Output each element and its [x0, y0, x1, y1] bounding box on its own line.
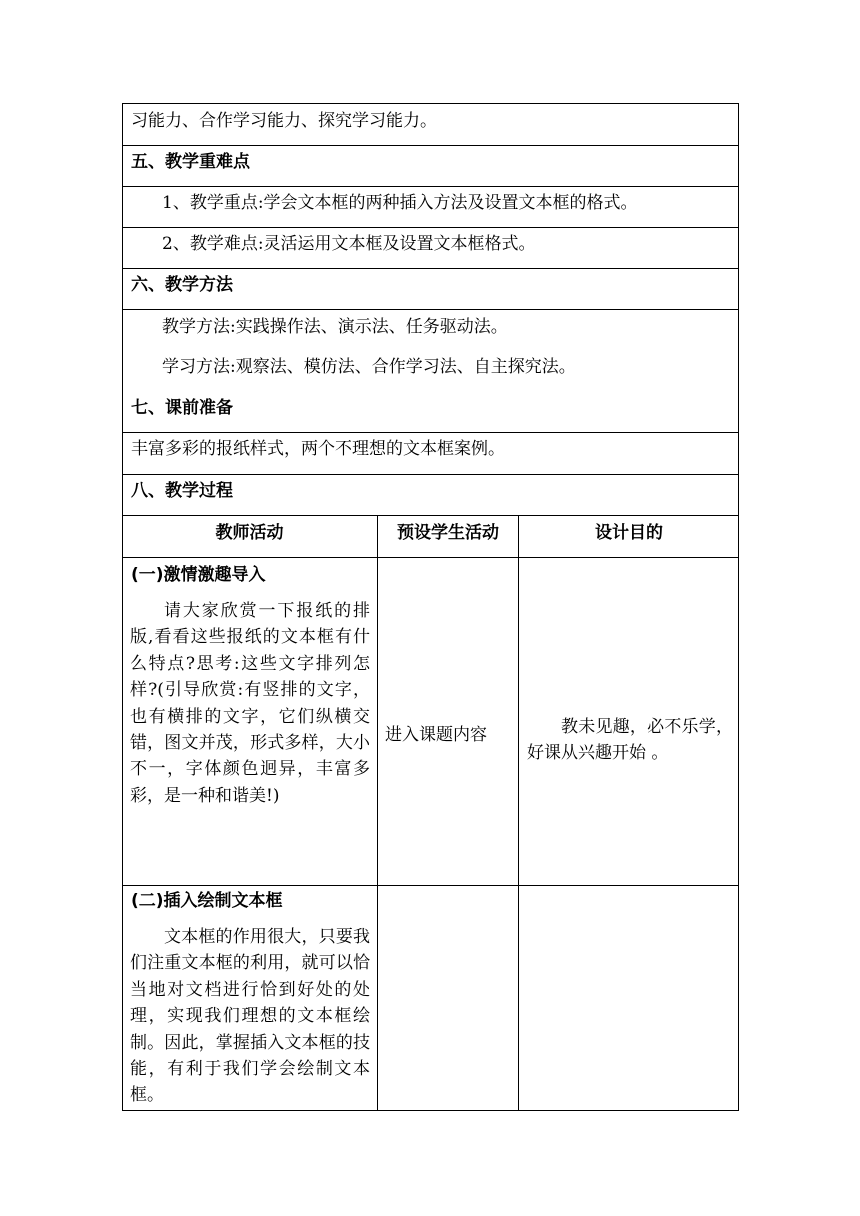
learning-method-text: 学习方法:观察法、模仿法、合作学习法、自主探究法。 [162, 357, 576, 377]
key-point-text: 1、教学重点:学会文本框的两种插入方法及设置文本框的格式。 [162, 193, 638, 213]
rule [122, 186, 739, 187]
step2-teacher-activity: 文本框的作用很大，只要我们注重文本框的利用，就可以恰当地对文档进行恰到好处的处理，实现我们理想的文本框绘制。因此，掌握插入文本框的技能，有利于我们学会绘制文本框。 [130, 927, 370, 1106]
section-heading-difficulties: 五、教学重难点 [131, 152, 250, 172]
rule [122, 515, 739, 516]
step1-design-purpose: 教未见趣，必不乐学，好课从兴趣开始 。 [527, 717, 733, 764]
header-student-activity: 预设学生活动 [397, 523, 499, 543]
step1-title: (一)激情激趣导入 [131, 565, 266, 585]
section-heading-preparation: 七、课前准备 [131, 398, 233, 418]
header-teacher-activity: 教师活动 [215, 523, 284, 543]
rule [122, 432, 739, 433]
section-heading-process: 八、教学过程 [131, 481, 233, 501]
rule [122, 474, 739, 475]
step1-teacher-activity: 请大家欣赏一下报纸的排版,看看这些报纸的文本框有什么特点?思考:这些文字排列怎样?(引导欣赏:有竖排的文字，也有横排的文字，它们纵横交错，图文并茂，形式多样，大小不一，字体颜色迥异，丰富多彩，是一种和谐美!) [130, 601, 370, 806]
preparation-text: 丰富多彩的报纸样式，两个不理想的文本框案例。 [131, 439, 505, 459]
column-divider [518, 515, 519, 1111]
step1-student-activity: 进入课题内容 [385, 725, 487, 745]
column-divider [377, 515, 378, 1111]
rule [122, 557, 739, 558]
section-heading-methods: 六、教学方法 [131, 275, 233, 295]
rule [122, 309, 739, 310]
step2-title: (二)插入绘制文本框 [131, 891, 283, 911]
difficult-point-text: 2、教学难点:灵活运用文本框及设置文本框格式。 [162, 234, 536, 254]
rule [122, 227, 739, 228]
rule [122, 145, 739, 146]
rule [122, 885, 739, 886]
ability-continued-text: 习能力、合作学习能力、探究学习能力。 [131, 111, 437, 131]
header-design-purpose: 设计目的 [595, 523, 663, 543]
teaching-method-text: 教学方法:实践操作法、演示法、任务驱动法。 [162, 317, 508, 337]
rule [122, 268, 739, 269]
